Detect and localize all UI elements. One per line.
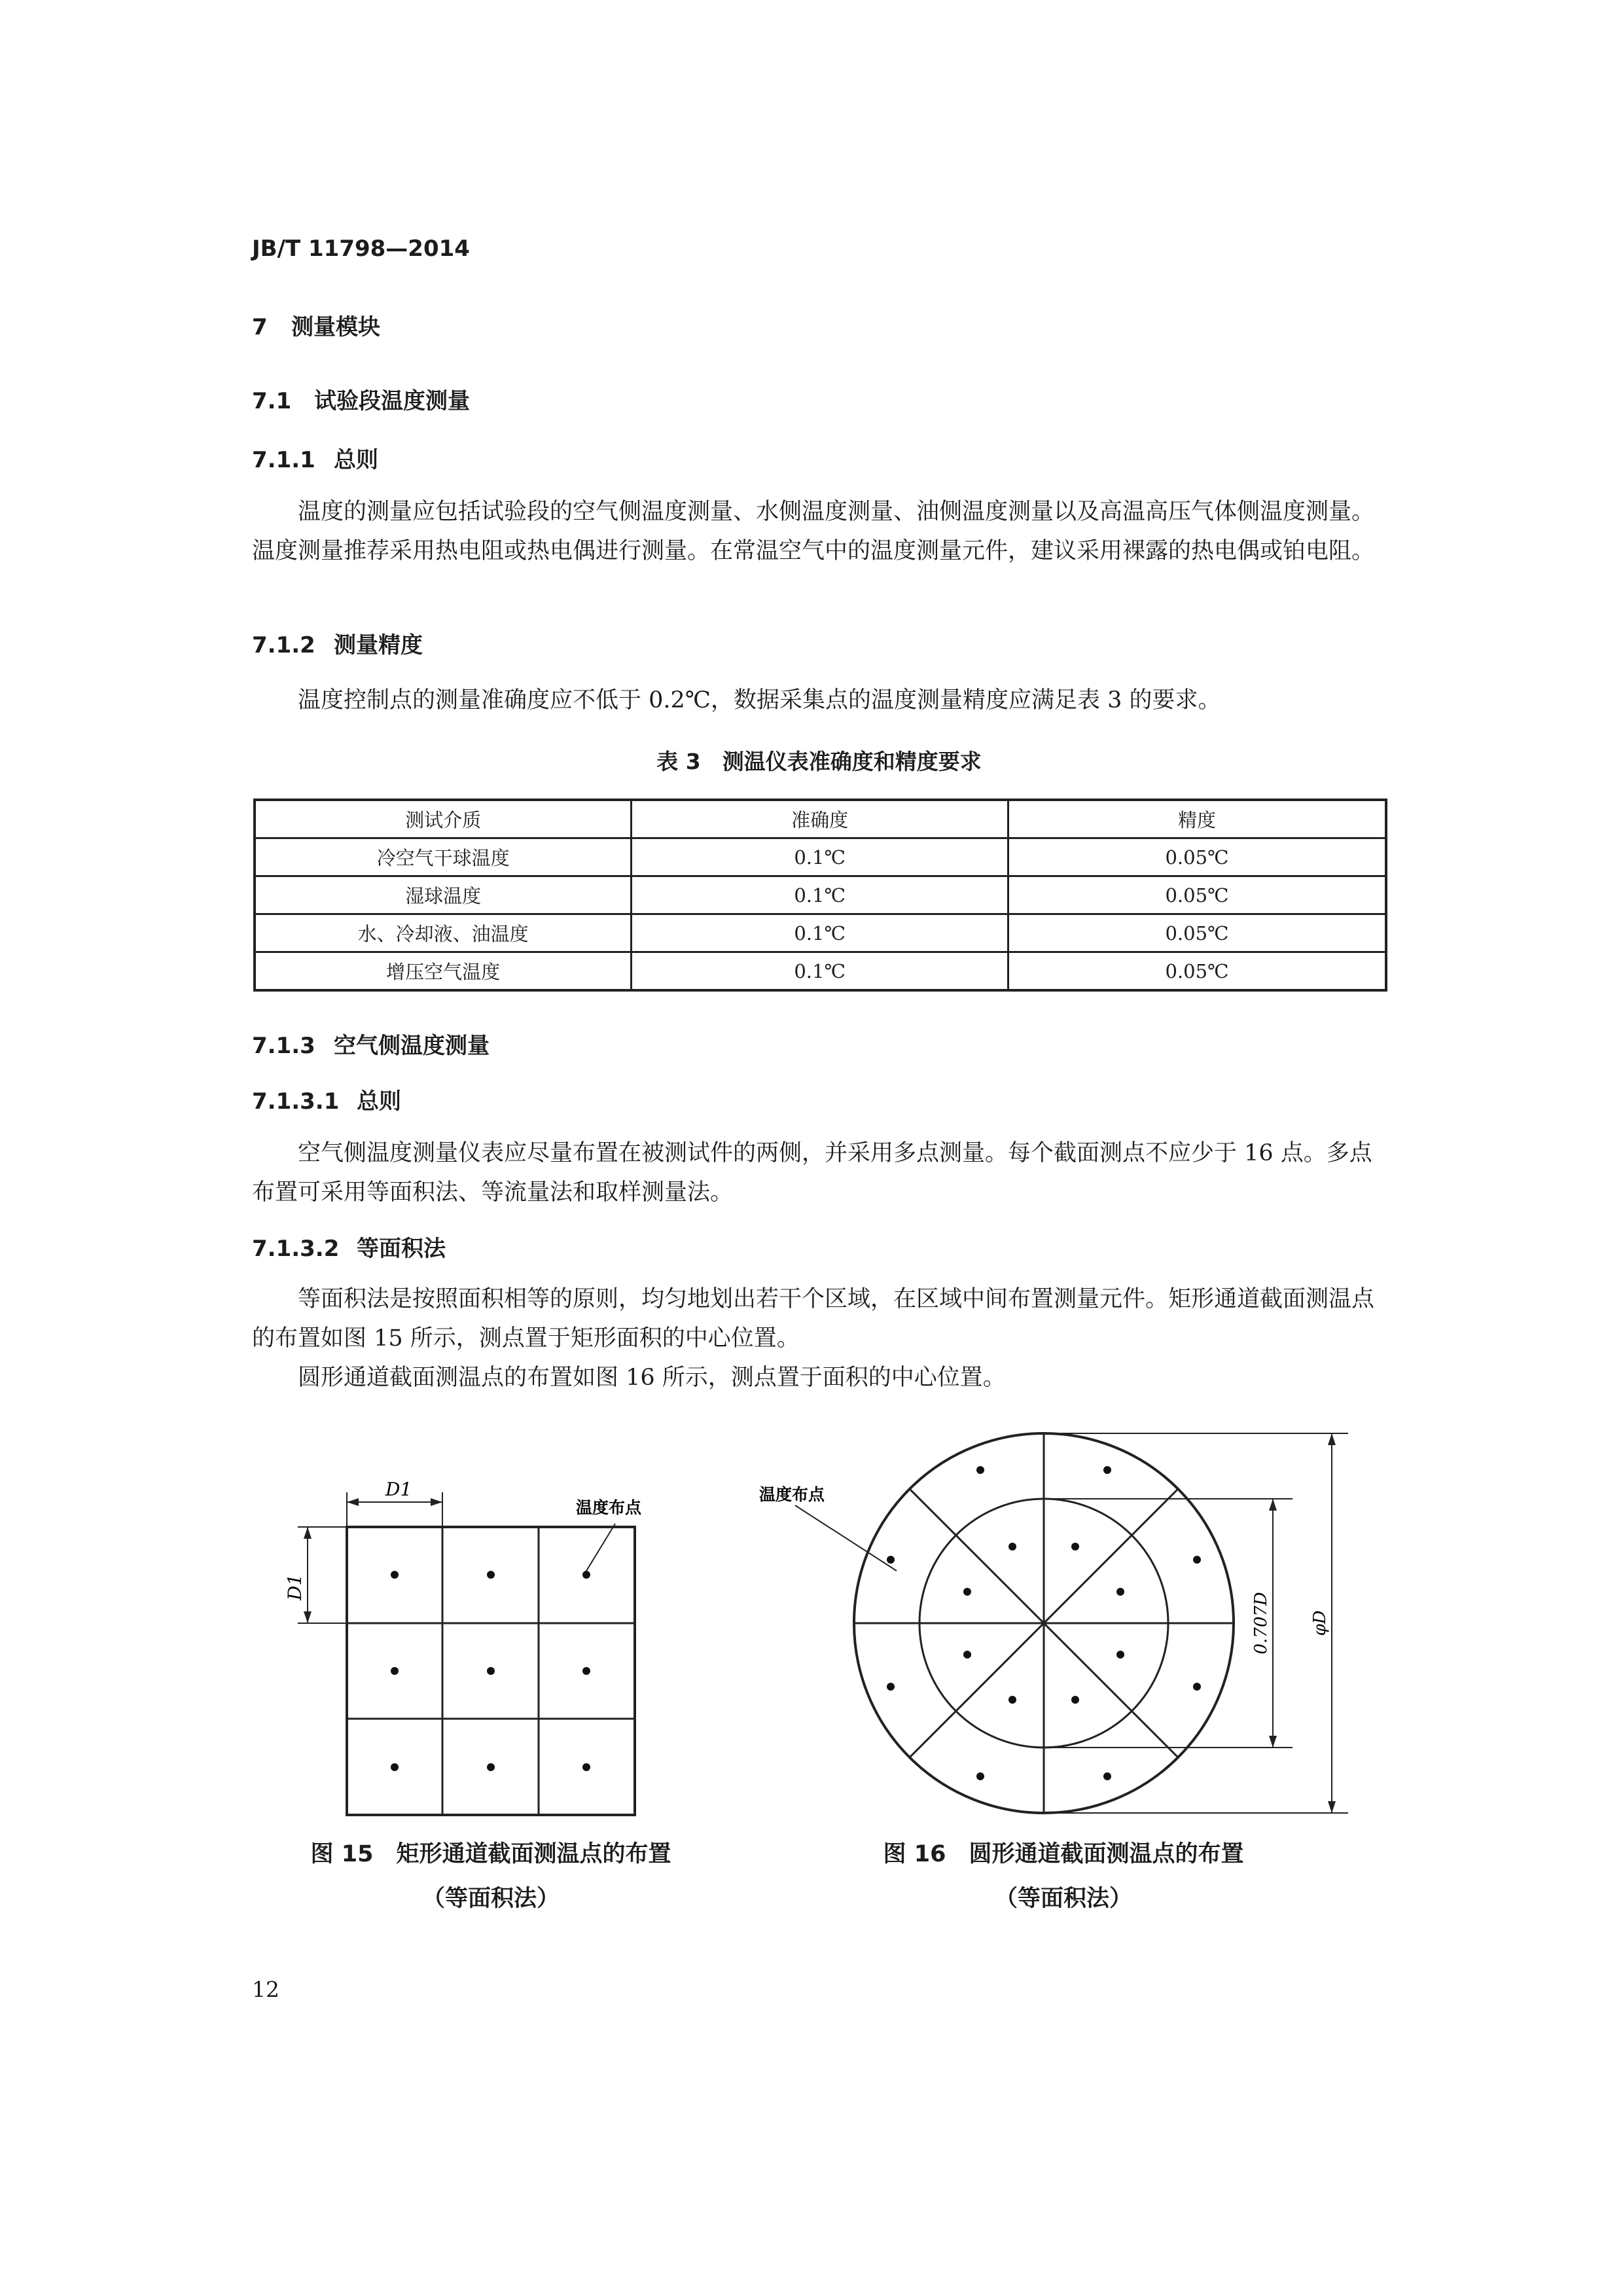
heading-number: 7.1.1 [252,447,315,473]
table-cell: 增压空气温度 [255,952,632,991]
temperature-point [391,1763,399,1771]
table-cell: 0.1℃ [632,914,1008,952]
table-cell: 冷空气干球温度 [255,838,632,876]
column-header: 准确度 [632,800,1008,838]
paragraph-7-1-3-2b: 圆形通道截面测温点的布置如图 16 所示，测点置于面积的中心位置。 [298,1365,1006,1391]
table-cell: 水、冷却液、油温度 [255,914,632,952]
temperature-point [582,1763,590,1771]
dimension-label-side: D1 [284,1573,306,1601]
heading-title: 等面积法 [357,1236,446,1262]
temperature-point [1193,1556,1201,1564]
temperature-point [963,1651,971,1659]
temperature-point [1071,1543,1079,1551]
arrow-head [1328,1801,1336,1813]
paragraph-7-1-3-2a: 等面积法是按照面积相等的原则，均匀地划出若干个区域，在区域中间布置测量元件。矩形通道截面测温点的布置如图 15 所示，测点置于矩形面积的中心位置。 [252,1286,1375,1352]
temperature-point [963,1588,971,1596]
leader-line [795,1505,897,1571]
temperature-point [1103,1772,1111,1780]
temperature-point [887,1683,895,1691]
temperature-point [487,1667,495,1675]
arrow-head [1269,1499,1277,1511]
temperature-point [976,1466,984,1474]
paragraph-7-1-2: 温度控制点的测量准确度应不低于 0.2℃，数据采集点的温度测量精度应满足表 3 的要求。 [298,687,1221,713]
column-header: 测试介质 [255,800,632,838]
heading-title: 试验段温度测量 [314,388,470,414]
heading-number: 7.1.2 [252,632,315,658]
table-cell: 湿球温度 [255,876,632,914]
temperature-point [391,1667,399,1675]
temperature-point [1116,1588,1124,1596]
table-cell: 0.1℃ [632,952,1008,991]
heading-title: 测量精度 [334,632,423,658]
arrow-head [1269,1736,1277,1748]
temperature-point [582,1571,590,1579]
temperature-point [391,1571,399,1579]
arrow-head [304,1527,312,1539]
temperature-point [1103,1466,1111,1474]
temperature-point [487,1571,495,1579]
arrow-head [1328,1433,1336,1445]
heading-title: 空气侧温度测量 [334,1033,490,1059]
outer-dimension-label: φD [1310,1610,1330,1636]
point-label: 温度布点 [759,1485,825,1504]
heading-number: 7.1.3.2 [252,1236,340,1262]
temperature-point [1008,1543,1016,1551]
dimension-label-top: D1 [385,1479,412,1500]
caption-subtitle: （等面积法） [421,1886,560,1912]
heading-number: 7 [252,314,268,340]
page-number: 12 [252,1977,279,2002]
heading-title: 总则 [357,1088,401,1115]
column-header: 精度 [1008,800,1387,838]
paragraph-7-1-3-1: 空气侧温度测量仪表应尽量布置在被测试件的两侧，并采用多点测量。每个截面测点不应少于 16 点。多点布置可采用等面积法、等流量法和取样测量法。 [252,1140,1372,1206]
caption-subtitle: （等面积法） [994,1886,1132,1912]
temperature-point [487,1763,495,1771]
table-caption: 表 3 测温仪表准确度和精度要求 [656,749,982,774]
heading-number: 7.1 [252,388,292,414]
temperature-point [887,1556,895,1564]
table-cell: 0.05℃ [1008,952,1387,991]
table-cell: 0.05℃ [1008,876,1387,914]
figure-16-caption [854,1836,1273,1913]
figure-15-caption [281,1836,700,1913]
figure-15-points [391,1571,590,1771]
point-label: 温度布点 [576,1498,642,1517]
arrow-head [431,1498,442,1506]
table-cell: 0.05℃ [1008,914,1387,952]
heading-title: 测量模块 [291,314,380,340]
standard-number: JB/T 11798—2014 [252,236,470,262]
table-cell: 0.05℃ [1008,838,1387,876]
table-cell: 0.1℃ [632,876,1008,914]
paragraph-7-1-1: 温度的测量应包括试验段的空气侧温度测量、水侧温度测量、油侧温度测量以及高温高压气体侧温度测量。温度测量推荐采用热电阻或热电偶进行测量。在常温空气中的温度测量元件，建议采用裸露的热电偶或铂电阻。 [252,499,1375,564]
arrow-head [304,1611,312,1623]
temperature-point [582,1667,590,1675]
inner-dimension-label: 0.707D [1251,1592,1271,1655]
temperature-point [1193,1683,1201,1691]
heading-number: 7.1.3 [252,1033,315,1059]
temperature-point [976,1772,984,1780]
table-cell: 0.1℃ [632,838,1008,876]
leader-line [584,1524,615,1574]
caption-title: 图 16 圆形通道截面测温点的布置 [883,1841,1244,1867]
temperature-point [1071,1696,1079,1704]
heading-title: 总则 [334,447,378,473]
caption-title: 图 15 矩形通道截面测温点的布置 [310,1841,671,1867]
arrow-head [347,1498,359,1506]
heading-number: 7.1.3.1 [252,1088,340,1115]
temperature-point [1008,1696,1016,1704]
temperature-point [1116,1651,1124,1659]
